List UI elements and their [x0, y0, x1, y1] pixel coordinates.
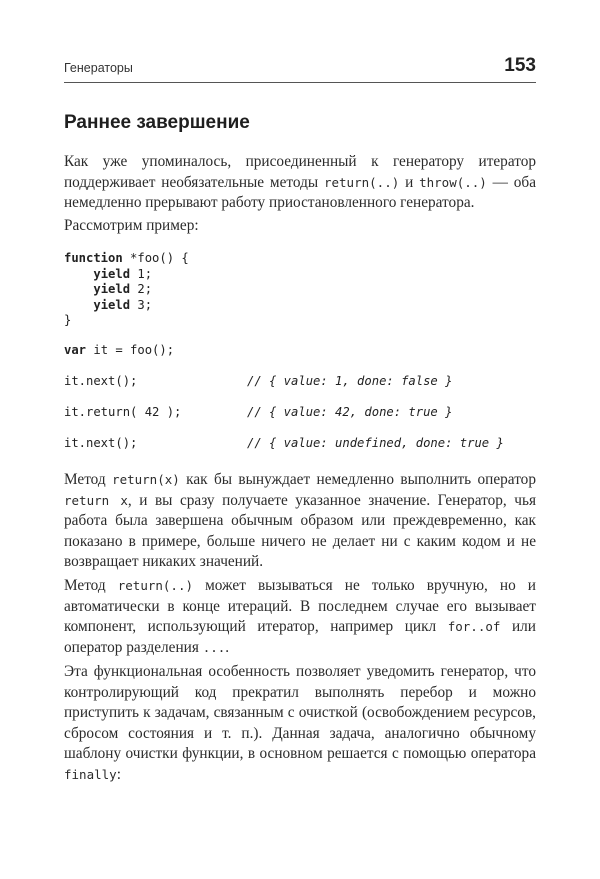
header-rule [64, 82, 536, 83]
code-line-next-2: it.next(); // { value: undefined, done: true } [64, 436, 504, 450]
code-block-foo: function *foo() { yield 1; yield 2; yield 3; } [64, 251, 189, 328]
paragraph-example-lead: Рассмотрим пример: [64, 217, 199, 234]
code-comment: // { value: undefined, done: true } [247, 436, 504, 450]
running-title: Генераторы [64, 61, 133, 75]
code-line-return: it.return( 42 ); // { value: 42, done: true } [64, 405, 453, 419]
page-number: 153 [504, 55, 536, 76]
code-line-var: var it = foo(); [64, 343, 175, 357]
paragraph-auto-return: Метод return(..) может вызываться не только вручную, но и автоматически в конце итераций. В последнем случае его вызывает компонент, использующий итератор, например цикл for..of или оператор разделения .... [64, 577, 536, 656]
code-line-next-1: it.next(); // { value: 1, done: false } [64, 374, 453, 388]
paragraph-cleanup: Эта функциональная особенность позволяет уведомить генератор, что контролирующий код прекратил выполнять перебор и можно приступить к задачам, связанным с очисткой (освобождением ресурсов, сбросом состояния и т. п.). Данная задача, аналогично обычному шаблону очистки функции, в основном решается с помощью оператора finally: [64, 663, 536, 783]
page-header [64, 57, 536, 79]
code-comment: // { value: 42, done: true } [247, 405, 453, 419]
section-title: Раннее завершение [64, 112, 250, 133]
paragraph-return-method: Метод return(x) как бы вынуждает немедленно выполнить оператор return x, и вы сразу получаете указанное значение. Генератор, чья работа была завершена обычным образом или преждевременно, как показано в примере, больше ничего не делает ни с каким кодом и не возвращает никаких значений. [64, 471, 536, 571]
paragraph-intro: Как уже упоминалось, присоединенный к генератору итератор поддерживает необязательные методы return(..) и throw(..) — оба немедленно прерывают работу приостановленного генератора. [64, 153, 536, 212]
code-comment: // { value: 1, done: false } [247, 374, 453, 388]
